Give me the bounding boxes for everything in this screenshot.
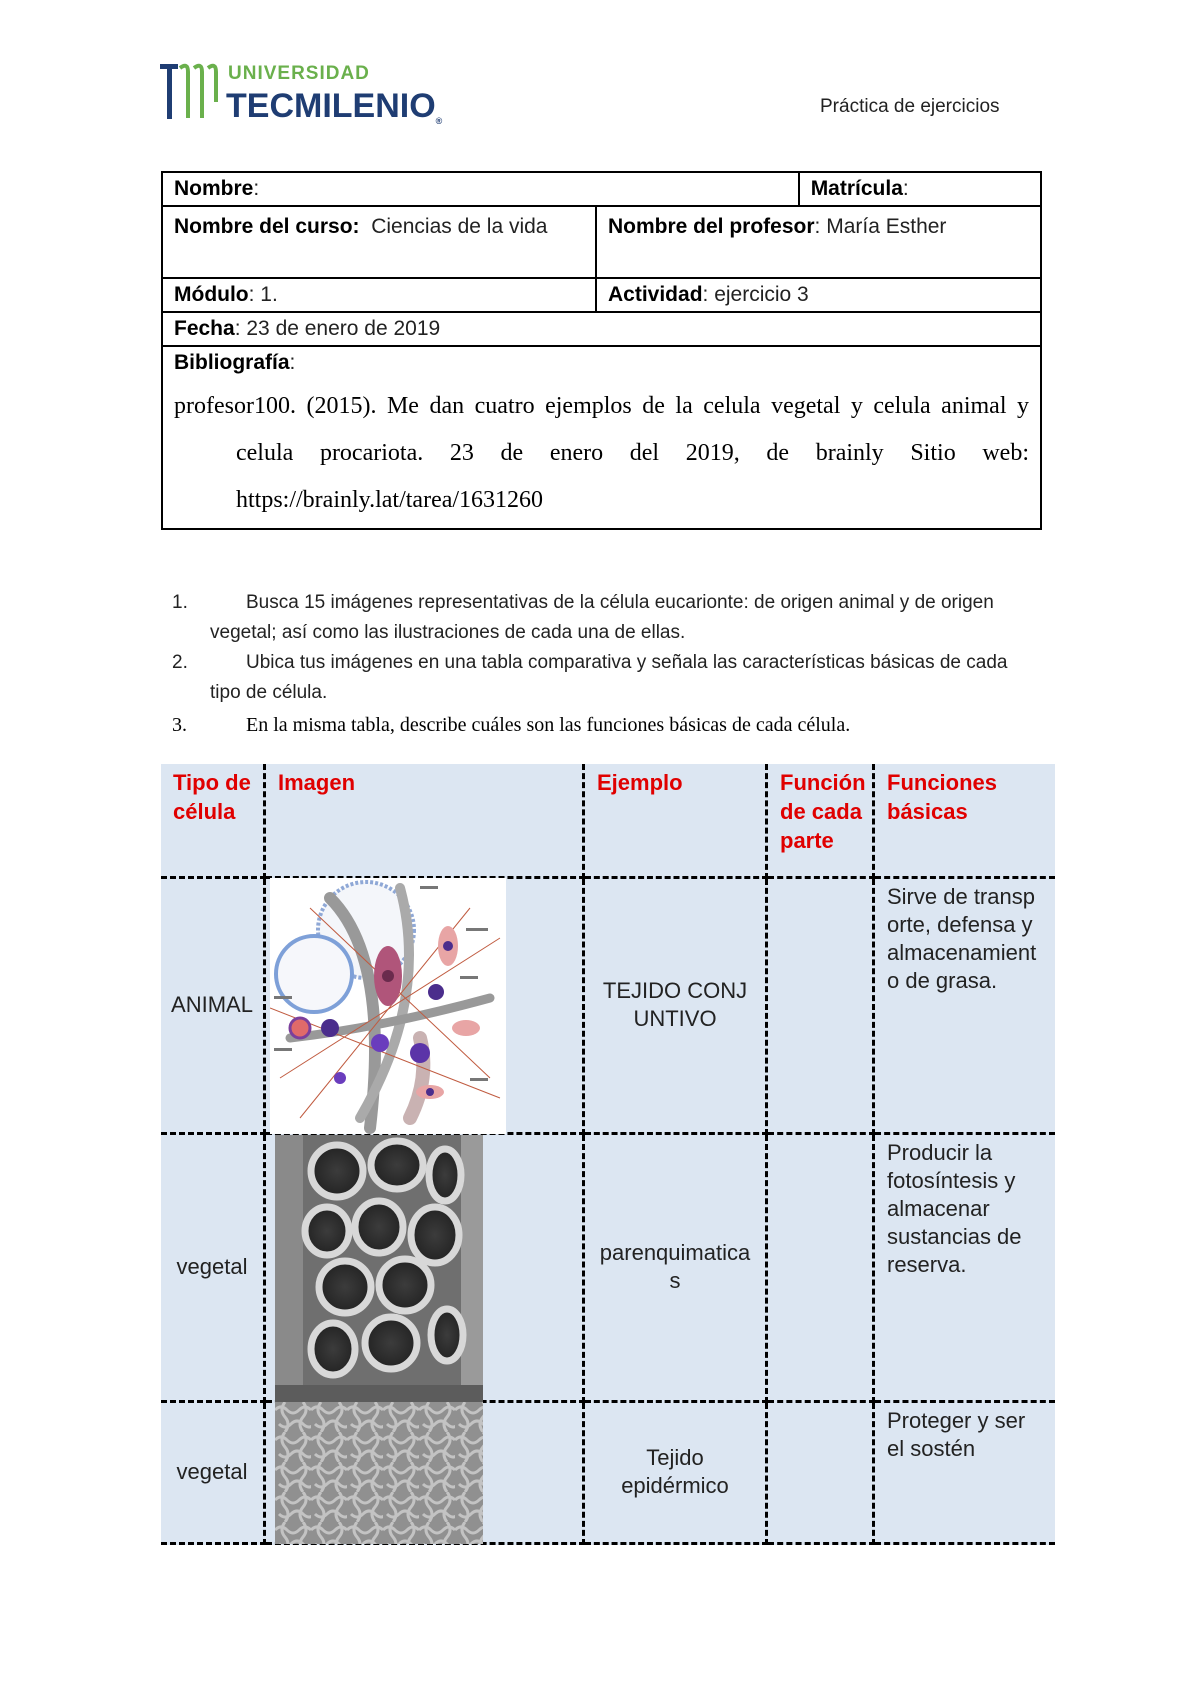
profesor-value: : María Esther [814,215,947,238]
logo-line2-text: TECMILENIO [226,87,436,125]
nombre-value: : [253,177,260,200]
instruction-item [172,588,1038,648]
curso-label: Nombre del curso: [174,215,360,238]
info-table [161,171,1042,530]
row-animal-funciones: Sirve de transporte, defensa y almacenamiento de grasa. [874,877,1056,1133]
row-vegetal1-tipo: vegetal [161,1133,265,1401]
modulo-cell [162,278,596,312]
row-vegetal2-funciones: Proteger y ser el sostén [874,1401,1056,1543]
fecha-value: : 23 de enero de 2019 [234,317,441,340]
curso-value: Ciencias de la vida [371,215,548,238]
nombre-label: Nombre [174,177,254,200]
matricula-label: Matrícula [810,177,903,200]
modulo-label: Módulo [174,283,249,306]
header-funcion-parte: Función de cada parte [767,764,874,877]
row-vegetal2-tipo: vegetal [161,1401,265,1543]
instruction-number: 2. [172,652,188,673]
bibliografia-cell [162,346,1041,529]
connective-tissue-image [270,878,506,1134]
row-vegetal2-funcion-parte [767,1401,874,1543]
epidermis-image [275,1402,483,1544]
tecmilenio-logo [158,60,448,128]
bibliografia-text: profesor100. (2015). Me dan cuatro ejemplos de la celula vegetal y celula animal y celula procariota. 23 de enero del 2019, de brainly Sitio web: https://brainly.lat/tarea/1631260 [174,393,1029,513]
row-animal-funcion-parte [767,877,874,1133]
instruction-text: En la misma tabla, describe cuáles son las funciones básicas de cada célula. [246,714,851,736]
logo-line2 [226,87,442,126]
instruction-item [172,710,1038,740]
row-vegetal1-funcion-parte [767,1133,874,1401]
row-vegetal2-ejemplo: Tejido epidérmico [584,1401,767,1543]
actividad-label: Actividad [608,283,703,306]
matricula-cell [799,172,1041,206]
doc-type: Práctica de ejercicios [820,96,1000,117]
row-animal-tipo: ANIMAL [161,877,265,1133]
instruction-text: Busca 15 imágenes representativas de la célula eucarionte: de origen animal y de origen vegetal; así como las ilustraciones de cada una de ellas. [210,592,994,643]
row-animal-ejemplo: TEJIDO CONJUNTIVO [584,877,767,1133]
instruction-text: Ubica tus imágenes en una tabla comparativa y señala las características básicas de cada tipo de célula. [210,652,1008,703]
logo-reg: ® [435,116,443,126]
curso-cell [162,206,596,278]
fecha-cell [162,312,1041,346]
instruction-number: 3. [172,714,187,736]
parenchyma-image [275,1135,483,1403]
modulo-value: : 1. [248,283,278,306]
matricula-value: : [902,177,909,200]
instruction-item [172,648,1038,708]
nombre-cell [162,172,799,206]
bibliografia-label: Bibliografía [174,351,290,374]
header-imagen: Imagen [265,764,584,877]
header-funciones: Funciones básicas [874,764,1056,877]
actividad-value: : ejercicio 3 [702,283,809,306]
instructions-list [172,588,1038,740]
bibliografia-colon: : [289,351,296,374]
row-vegetal1-ejemplo: parenquimaticas [584,1133,767,1401]
fecha-label: Fecha [174,317,235,340]
actividad-cell [596,278,1041,312]
logo-mark-icon [158,62,218,124]
header-ejemplo: Ejemplo [584,764,767,877]
logo-line1: UNIVERSIDAD [228,63,370,84]
profesor-label: Nombre del profesor [608,215,815,238]
row-vegetal1-funciones: Producir la fotosíntesis y almacenar sustancias de reserva. [874,1133,1056,1401]
header-tipo: Tipo de célula [161,764,265,877]
instruction-number: 1. [172,592,188,613]
profesor-cell [596,206,1041,278]
